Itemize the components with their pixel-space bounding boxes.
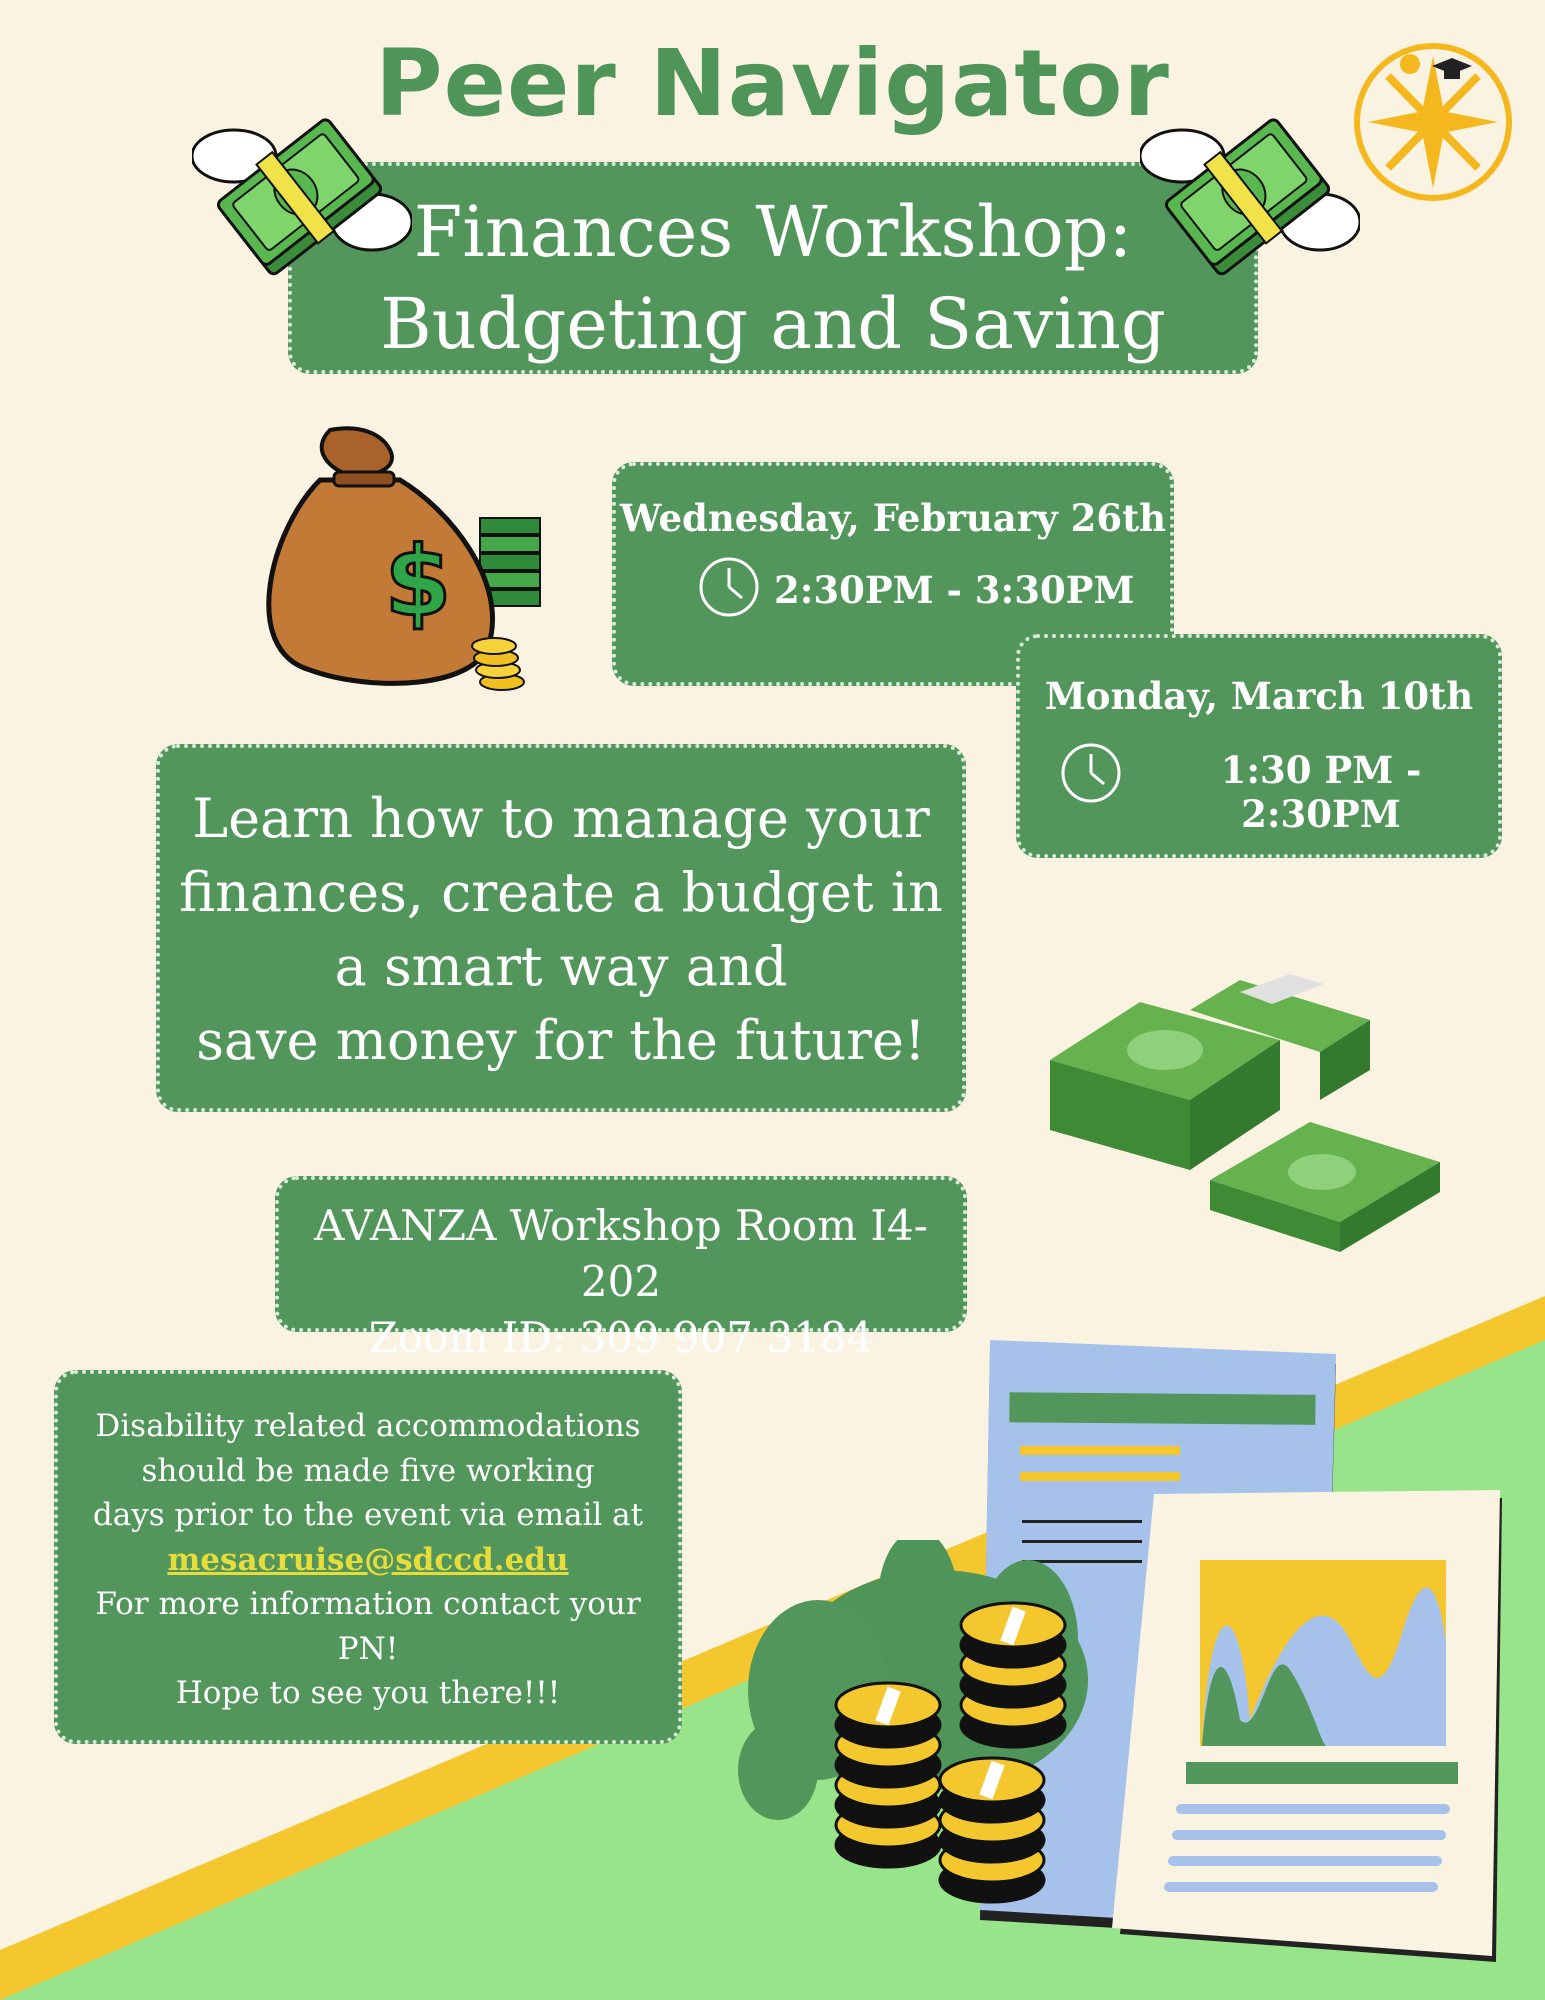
room-text: AVANZA Workshop Room I4-202: [314, 1201, 928, 1306]
description-line: finances, create a budget in: [179, 861, 943, 924]
compass-logo-icon: [1348, 36, 1518, 206]
flying-money-icon: [1140, 100, 1360, 300]
info-line: Hope to see you there!!!: [175, 1675, 561, 1711]
svg-text:$: $: [384, 526, 452, 638]
session-date: Wednesday, February 26th: [619, 496, 1167, 540]
coin-stack-icon: [738, 1540, 1098, 1930]
info-line: should be made five working: [141, 1452, 595, 1489]
title-banner: [288, 162, 1258, 374]
description-line: a smart way and: [334, 935, 788, 998]
title-line-1: Finances Workshop:: [413, 191, 1133, 273]
location-box: [275, 1176, 967, 1362]
session-time: 1:30 PM - 2:30PM: [1220, 748, 1422, 836]
session-time: 2:30PM - 3:30PM: [774, 568, 1135, 612]
flying-money-icon: [192, 100, 412, 300]
title-line-2: Budgeting and Saving: [380, 283, 1166, 365]
description-line: save money for the future!: [196, 1009, 926, 1072]
brand-title: Peer Navigator: [375, 30, 1170, 137]
email-link[interactable]: mesacruise@sdccd.edu: [167, 1541, 569, 1578]
info-line: days prior to the event via email at: [92, 1497, 644, 1533]
session-box-2: [1016, 634, 1502, 858]
clock-icon: [698, 556, 760, 618]
description-box: [156, 744, 966, 1112]
description-line: Learn how to manage your: [192, 787, 930, 850]
money-bag-icon: [250, 420, 550, 700]
info-line: PN!: [337, 1630, 399, 1667]
info-line: For more information contact your: [95, 1586, 641, 1622]
cash-stack-icon: [1040, 940, 1440, 1260]
session-date: Monday, March 10th: [1044, 674, 1474, 718]
info-line: Disability related accommodations: [95, 1408, 641, 1444]
zoom-id-text: Zoom ID: 309 907 3184: [368, 1313, 874, 1362]
info-box: [54, 1370, 682, 1744]
clock-icon: [1060, 742, 1122, 804]
